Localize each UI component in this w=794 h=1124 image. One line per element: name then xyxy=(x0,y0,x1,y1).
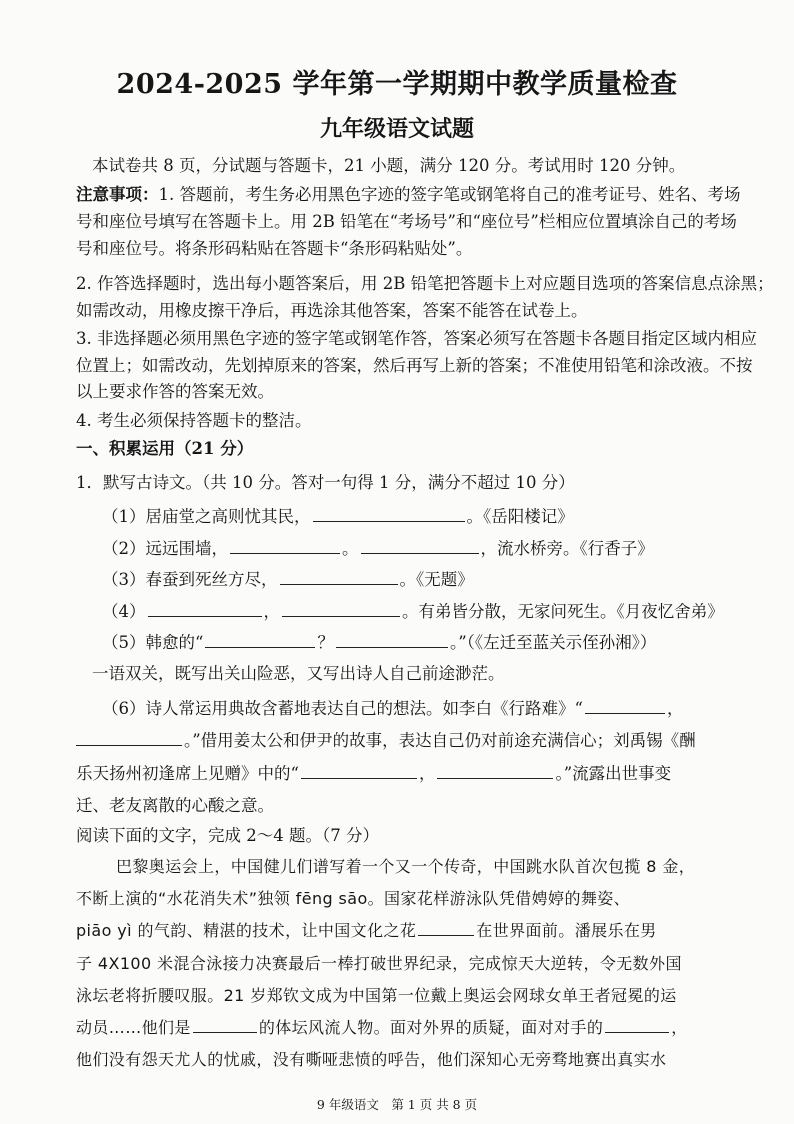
notes-line-7: 位置上；如需改动，先划掉原来的答案，然后再写上新的答案；不准使用铅笔和涂改液。不按 xyxy=(76,356,753,375)
section-heading: 一、积累运用（21 分） xyxy=(76,439,254,458)
answer-blank[interactable] xyxy=(301,764,417,779)
answer-blank[interactable] xyxy=(205,633,315,648)
answer-blank[interactable] xyxy=(437,764,553,779)
item-1-4: （4） ， 。有弟皆分散，无家问死生。《月夜忆舍弟》 xyxy=(102,602,724,621)
answer-blank[interactable] xyxy=(313,507,465,522)
page-subtitle: 九年级语文试题 xyxy=(319,116,474,142)
answer-blank[interactable] xyxy=(76,731,182,746)
question-1: 1．默写古诗文。（共 10 分。答对一句得 1 分，满分不超过 10 分） xyxy=(76,473,575,492)
passage-line-3: piāo yì 的气韵、精湛的技术，让中国文化之花 在世界面前。潘展乐在男 xyxy=(76,921,657,940)
passage-line-5: 泳坛老将折腰叹服。21 岁郑钦文成为中国第一位戴上奥运会网球女单王者冠冕的运 xyxy=(76,986,677,1005)
intro-text: 本试卷共 8 页，分试题与答题卡，21 小题，满分 120 分。考试用时 120 分钟。 xyxy=(92,156,686,175)
answer-blank[interactable] xyxy=(230,539,340,554)
item-1-2: （2）远远围墙， 。 ，流水桥旁。《行香子》 xyxy=(102,539,654,558)
item-1-5: （5）韩愈的“ ？ 。”（《左迁至蓝关示侄孙湘》） xyxy=(102,633,657,652)
answer-blank[interactable] xyxy=(418,921,474,936)
answer-blank[interactable] xyxy=(282,602,400,617)
notes-line-2: 号和座位号填写在答题卡上。用 2B 铅笔在“考场号”和“座位号”栏相应位置填涂自己的考场 xyxy=(76,212,737,231)
passage-line-2: 不断上演的“水花消失术”独领 fēng sāo。国家花样游泳队凭借娉婷的舞姿、 xyxy=(76,889,631,908)
notes-line-1: 注意事项：1. 答题前，考生务必用黑色字迹的签字笔或钢笔将自己的准考证号、姓名、考场 xyxy=(76,185,741,204)
page-title: 2024-2025 学年第一学期期中教学质量检查 xyxy=(116,69,678,100)
notes-line-3: 号和座位号。将条形码粘贴在答题卡“条形码粘贴处”。 xyxy=(76,239,473,258)
answer-blank[interactable] xyxy=(336,633,448,648)
answer-blank[interactable] xyxy=(605,1018,669,1033)
answer-blank[interactable] xyxy=(148,602,262,617)
item-1-6-cont: 。”借用姜太公和伊尹的故事，表达自己仍对前途充满信心；刘禹锡《酬 xyxy=(76,730,756,751)
page-footer: 9 年级语文 第 1 页 共 8 页 xyxy=(316,1097,478,1112)
item-1-5-note: 一语双关，既写出关山险恶，又写出诗人自己前途渺茫。 xyxy=(92,664,505,683)
notes-line-9: 4. 考生必须保持答题卡的整洁。 xyxy=(76,411,312,430)
passage-line-1: 巴黎奥运会上，中国健儿们谱写着一个又一个传奇，中国跳水队首次包揽 8 金， xyxy=(116,857,696,876)
item-1-6-cont2: 乐天扬州初逢席上见赠》中的“ ， 。”流露出世事变 xyxy=(76,764,672,783)
passage-line-7: 他们没有怨天尤人的忧戚，没有嘶哑悲愤的呼告，他们深知心无旁骛地赛出真实水 xyxy=(76,1050,667,1069)
answer-blank[interactable] xyxy=(280,570,398,585)
item-1-3: （3）春蚕到死丝方尽， 。《无题》 xyxy=(102,570,474,589)
notes-line-6: 3. 非选择题必须用黑色字迹的签字笔或钢笔作答，答案必须写在答题卡各题目指定区域内相应 xyxy=(76,329,757,348)
notes-line-8: 以上要求作答的答案无效。 xyxy=(76,382,274,401)
passage-line-6: 动员……他们是 的体坛风流人物。面对外界的质疑，面对对手的 ， xyxy=(76,1018,688,1037)
answer-blank[interactable] xyxy=(585,699,665,714)
item-1-6: （6）诗人常运用典故含蓄地表达自己的想法。如李白《行路难》“ ， xyxy=(102,699,684,718)
answer-blank[interactable] xyxy=(361,539,479,554)
notes-line-5: 如需改动，用橡皮擦干净后，再选涂其他答案，答案不能答在试卷上。 xyxy=(76,301,588,320)
notes-label: 注意事项： xyxy=(76,185,159,204)
reading-lead: 阅读下面的文字，完成 2～4 题。（7 分） xyxy=(76,826,379,845)
item-1-6-cont3: 迁、老友离散的心酸之意。 xyxy=(76,796,274,815)
passage-line-4: 子 4X100 米混合泳接力决赛最后一棒打破世界纪录，完成惊天大逆转，令无数外国 xyxy=(76,954,682,973)
notes-line-4: 2. 作答选择题时，选出每小题答案后，用 2B 铅笔把答题卡上对应题目选项的答案信息点涂黑； xyxy=(76,274,774,293)
item-1-1: （1）居庙堂之高则忧其民， 。《岳阳楼记》 xyxy=(102,507,574,526)
answer-blank[interactable] xyxy=(193,1018,257,1033)
